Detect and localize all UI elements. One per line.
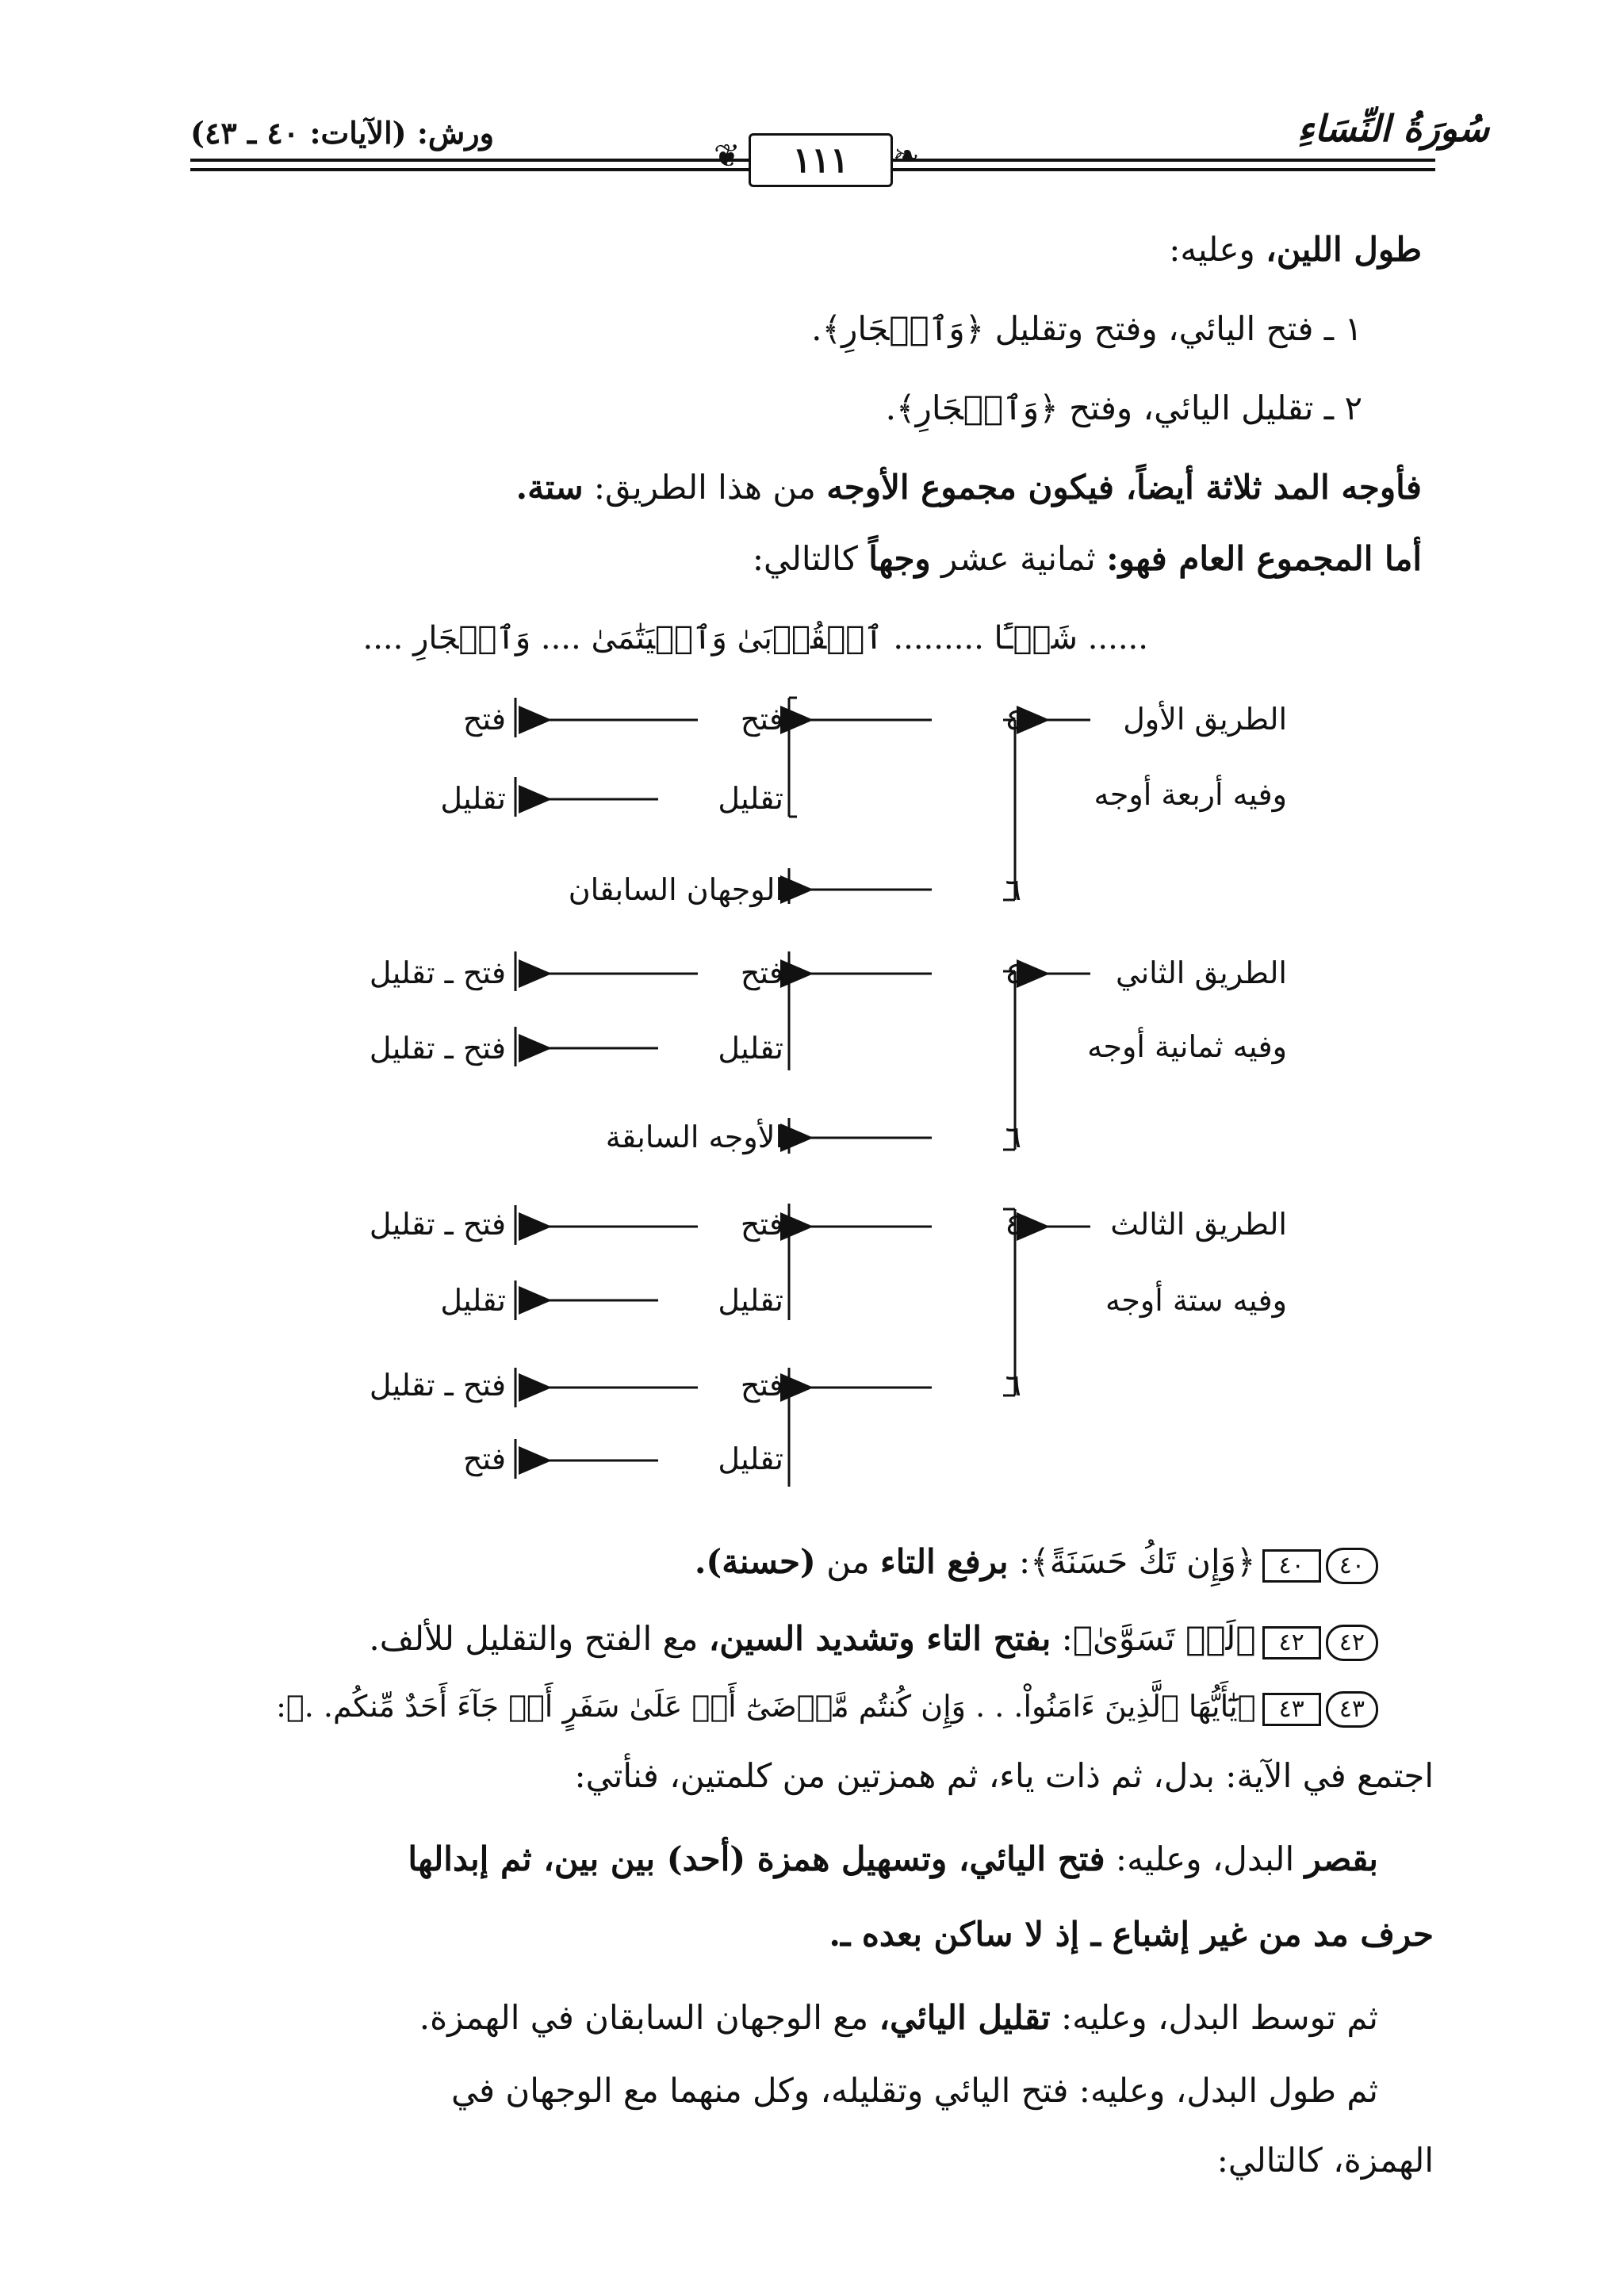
path-label: الطريق الأول [1123, 702, 1287, 737]
verse-number-badge: ٤٠ [1326, 1548, 1378, 1584]
count-number: ٤ [1005, 702, 1021, 737]
intro-line-3: ٢ ـ تقليل اليائي، وفتح ﴿وَٱلۡجَارِ﴾. [885, 389, 1362, 427]
verse-range: ورش: (الآيات: ٤٠ ـ ٤٣) [190, 115, 494, 151]
verse-number-box: ٤٢ [1262, 1626, 1321, 1659]
option-3: فتح [740, 1368, 783, 1403]
result-2: تقليل [440, 781, 506, 816]
page-number: ١١١ [749, 133, 893, 187]
ornament-icon: ❧ [893, 138, 920, 174]
path-label: الطريق الثاني [1115, 955, 1287, 990]
option-3: الوجهان السابقان [568, 872, 783, 907]
surah-title: سُورَةُ النِّسَاءِ [1297, 107, 1489, 150]
option-4: تقليل [718, 1441, 783, 1476]
path-sub: وفيه ثمانية أوجه [1087, 1029, 1287, 1064]
verse-note: ٤٠٤٠﴿وَإِن تَكُ حَسَنَةً﴾: برفع التاء من (حسنة). [695, 1542, 1378, 1584]
intro-line-5: أما المجموع العام فهو: ثمانية عشر وجهاً كالتالي: [752, 539, 1422, 578]
diagram-words: ...... شَيۡـًٔا ......... ٱلۡقُرۡبَىٰ وَٱلۡيَتَٰمَىٰ .... وَٱلۡجَارِ .... [362, 620, 1148, 657]
verse-note: ٤٢٤٢﴿لَوۡ تَسَوَّىٰ﴾: بفتح التاء وتشديد السين، مع الفتح والتقليل للألف. [369, 1619, 1378, 1661]
option-2: تقليل [718, 1031, 783, 1066]
body-paragraph-3: حرف مد من غير إشباع ـ إذ لا ساكن بعده ـ. [829, 1915, 1434, 1954]
verse-number-badge: ٤٢ [1326, 1625, 1378, 1661]
body-paragraph-6: الهمزة، كالتالي: [1216, 2141, 1434, 2180]
body-paragraph-2: بقصر البدل، وعليه: فتح اليائي، وتسهيل همزة (أحد) بين بين، ثم إبدالها [408, 1839, 1378, 1878]
count-number: ٦ [1005, 1120, 1021, 1154]
verse-number-badge: ٤٣ [1326, 1691, 1378, 1728]
verse-number-box: ٤٠ [1262, 1549, 1321, 1583]
option-1: فتح [740, 1207, 783, 1242]
result-2: تقليل [440, 1283, 506, 1318]
path-sub: وفيه أربعة أوجه [1094, 777, 1287, 812]
verse-note: ٤٣٤٣﴿يَٰٓأَيُّهَا ٱلَّذِينَ ءَامَنُواْ. . . وَإِن كُنتُم مَّرۡضَىٰٓ أَوۡ عَلَىٰ سَفَرٍ أَوۡ جَآءَ أَحَدٌ مِّنكُم. .﴾: [276, 1689, 1378, 1728]
ornament-icon: ❦ [714, 138, 741, 174]
option-3: الأوجه السابقة [605, 1120, 783, 1154]
intro-line-1: طول اللين، وعليه: [1169, 230, 1422, 269]
option-2: تقليل [718, 1283, 783, 1318]
result-3: فتح ـ تقليل [369, 1368, 506, 1403]
path-label: الطريق الثالث [1110, 1207, 1287, 1242]
result-1: فتح [462, 702, 506, 737]
option-2: تقليل [718, 781, 783, 816]
result-1: فتح ـ تقليل [369, 1207, 506, 1242]
intro-line-2: ١ ـ فتح اليائي، وفتح وتقليل ﴿وَٱلۡجَارِ﴾. [811, 309, 1362, 348]
body-paragraph-4: ثم توسط البدل، وعليه: تقليل اليائي، مع الوجهان السابقان في الهمزة. [419, 1998, 1378, 2037]
body-paragraph-1: اجتمع في الآية: بدل، ثم ذات ياء، ثم همزتين من كلمتين، فنأتي: [574, 1756, 1434, 1795]
option-1: فتح [740, 955, 783, 990]
body-paragraph-5: ثم طول البدل، وعليه: فتح اليائي وتقليله، وكل منهما مع الوجهان في [450, 2071, 1378, 2110]
path-sub: وفيه ستة أوجه [1105, 1283, 1287, 1318]
result-1: فتح ـ تقليل [369, 955, 506, 990]
count-number: ٤ [1005, 1207, 1021, 1242]
count-number: ٦ [1005, 1368, 1021, 1403]
verse-number-box: ٤٣ [1262, 1693, 1321, 1726]
option-1: فتح [740, 702, 783, 737]
result-4: فتح [462, 1441, 506, 1476]
result-2: فتح ـ تقليل [369, 1031, 506, 1066]
intro-line-4: فأوجه المد ثلاثة أيضاً، فيكون مجموع الأوجه من هذا الطريق: ستة. [515, 468, 1422, 507]
count-number: ٤ [1005, 955, 1021, 990]
count-number: ٦ [1005, 872, 1021, 907]
